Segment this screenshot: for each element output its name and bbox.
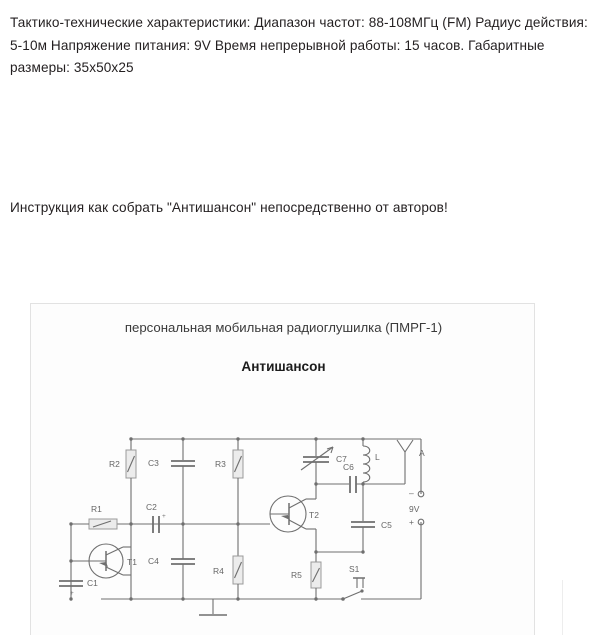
node xyxy=(69,559,72,562)
label-r4: R4 xyxy=(213,566,224,576)
label-battery-minus: – xyxy=(409,488,414,498)
label-battery-plus: + xyxy=(409,517,414,527)
node xyxy=(181,597,184,600)
node xyxy=(236,597,239,600)
node xyxy=(314,482,317,485)
label-l: L xyxy=(375,452,380,462)
label-r1: R1 xyxy=(91,504,102,514)
node xyxy=(181,437,184,440)
node xyxy=(69,522,72,525)
label-c2-polarity: + xyxy=(162,513,166,520)
capacitor-c7-arrow-shaft xyxy=(301,447,333,470)
node xyxy=(129,522,132,525)
transistor-t2-emitter-lead xyxy=(289,520,306,529)
schematic-subtitle: Антишансон xyxy=(241,359,326,374)
label-c1: C1 xyxy=(87,578,98,588)
inductor-l-coil xyxy=(363,446,370,482)
transistor-t1-emitter-lead xyxy=(106,567,123,575)
node xyxy=(314,597,317,600)
label-c3: C3 xyxy=(148,458,159,468)
node xyxy=(129,597,132,600)
node xyxy=(69,597,72,600)
switch-s1-contact xyxy=(360,589,363,592)
label-t1: T1 xyxy=(127,557,137,567)
page-rule-divider xyxy=(562,580,563,635)
node xyxy=(129,437,132,440)
label-c1-polarity: + xyxy=(70,590,74,597)
transistor-t2-collector-lead xyxy=(289,499,306,508)
node xyxy=(314,550,317,553)
label-c7: C7 xyxy=(336,454,347,464)
transistor-t1-collector-lead xyxy=(106,547,123,555)
node xyxy=(236,522,239,525)
antenna-left-arm xyxy=(397,440,405,452)
schematic-card xyxy=(30,303,535,635)
specifications-paragraph: Тактико-технические характеристики: Диапазон частот: 88-108МГц (FM) Радиус действия: 5-10м Напряжение питания: 9V Время непрерывной работы: 15 часов. Габаритные размеры: 35x50x25 xyxy=(10,15,588,75)
label-c2: C2 xyxy=(146,502,157,512)
label-r2: R2 xyxy=(109,459,120,469)
label-s1: S1 xyxy=(349,564,360,574)
antenna-right-arm xyxy=(405,440,413,452)
label-c5: C5 xyxy=(381,520,392,530)
label-battery-voltage: 9V xyxy=(409,504,420,514)
node xyxy=(314,437,317,440)
label-r5: R5 xyxy=(291,570,302,580)
node xyxy=(181,522,184,525)
node xyxy=(236,437,239,440)
node xyxy=(361,550,364,553)
label-t2: T2 xyxy=(309,510,319,520)
circuit-diagram-svg xyxy=(31,404,535,635)
label-r3: R3 xyxy=(215,459,226,469)
label-c4: C4 xyxy=(148,556,159,566)
label-c6: C6 xyxy=(343,462,354,472)
switch-s1-blade xyxy=(343,591,362,599)
node xyxy=(361,437,364,440)
node xyxy=(361,482,364,485)
schematic-drawing xyxy=(31,404,535,635)
label-antenna: A xyxy=(419,448,425,458)
schematic-title: персональная мобильная радиоглушилка (ПМРГ-1) xyxy=(124,320,443,335)
instruction-line: Инструкция как собрать "Антишансон" непосредственно от авторов! xyxy=(10,200,448,215)
